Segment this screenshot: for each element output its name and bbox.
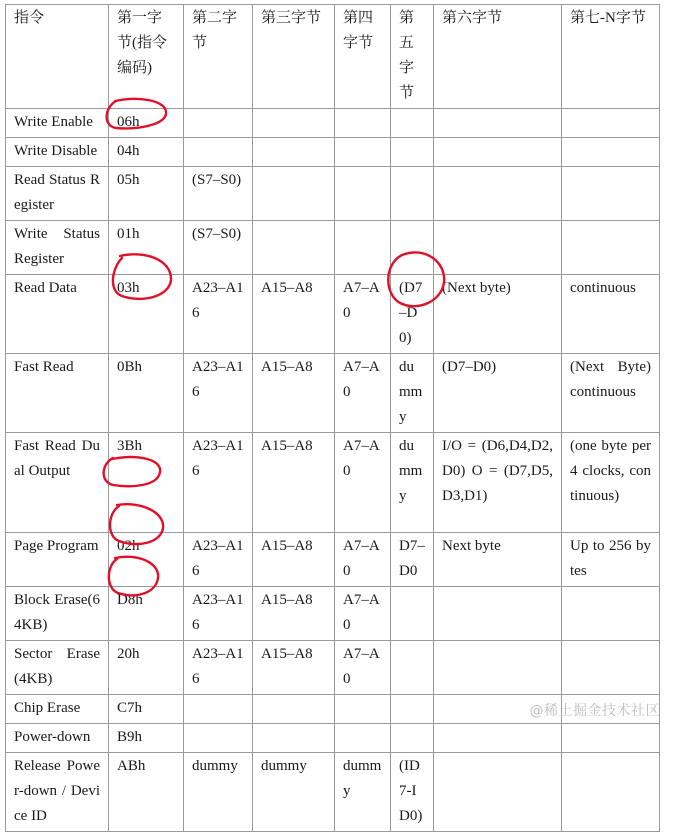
cell-byte6 <box>434 587 562 641</box>
cell-byte2 <box>184 138 253 167</box>
cell-byte2: (S7–S0) <box>184 167 253 221</box>
cell-byte5 <box>391 641 434 695</box>
cell-cmd: Fast Read Dual Output <box>6 433 109 533</box>
cell-byte1: 03h <box>109 275 184 354</box>
cell-byte5: (ID7-ID0) <box>391 753 434 832</box>
table-row <box>6 753 660 832</box>
header-cell-cmd: 指令 <box>6 5 109 109</box>
header-row <box>6 5 660 109</box>
cell-byte6 <box>434 138 562 167</box>
cell-byte5 <box>391 587 434 641</box>
cell-byte1: 20h <box>109 641 184 695</box>
cell-byte1: 02h <box>109 533 184 587</box>
cell-byte6 <box>434 753 562 832</box>
cell-byte2: A23–A16 <box>184 433 253 533</box>
cell-cmd: Page Program <box>6 533 109 587</box>
cell-cmd: Read Data <box>6 275 109 354</box>
cell-cmd: Fast Read <box>6 354 109 433</box>
cell-byte5 <box>391 695 434 724</box>
cell-byte5 <box>391 167 434 221</box>
table-row <box>6 221 660 275</box>
cell-byte4 <box>335 109 391 138</box>
cell-byte5 <box>391 138 434 167</box>
cell-byte7n: Up to 256 bytes <box>562 533 660 587</box>
cell-byte3 <box>253 138 335 167</box>
header-cell-byte1: 第一字节(指令编码) <box>109 5 184 109</box>
cell-byte4 <box>335 167 391 221</box>
cell-byte5 <box>391 221 434 275</box>
cell-byte2: A23–A16 <box>184 354 253 433</box>
table-row <box>6 138 660 167</box>
cell-byte2 <box>184 695 253 724</box>
cell-byte1: C7h <box>109 695 184 724</box>
table-row <box>6 724 660 753</box>
table-row <box>6 354 660 433</box>
table-row <box>6 641 660 695</box>
cell-byte3 <box>253 221 335 275</box>
cell-byte2: A23–A16 <box>184 533 253 587</box>
cell-byte6 <box>434 221 562 275</box>
cell-byte1: 0Bh <box>109 354 184 433</box>
cell-byte5 <box>391 724 434 753</box>
cell-byte4: dummy <box>335 753 391 832</box>
cell-byte5: (D7–D0) <box>391 275 434 354</box>
cell-byte6: (D7–D0) <box>434 354 562 433</box>
cell-cmd: Write Enable <box>6 109 109 138</box>
cell-byte3 <box>253 167 335 221</box>
cell-byte5: D7–D0 <box>391 533 434 587</box>
cell-byte3: A15–A8 <box>253 587 335 641</box>
cell-cmd: Read Status Register <box>6 167 109 221</box>
cell-byte4: A7–A0 <box>335 641 391 695</box>
header-cell-byte4: 第四字节 <box>335 5 391 109</box>
header-cell-byte3: 第三字节 <box>253 5 335 109</box>
cell-cmd: Chip Erase <box>6 695 109 724</box>
cell-cmd: Sector Erase(4KB) <box>6 641 109 695</box>
cell-byte7n <box>562 109 660 138</box>
cell-byte1: 01h <box>109 221 184 275</box>
cell-byte4: A7–A0 <box>335 433 391 533</box>
cell-byte1: ABh <box>109 753 184 832</box>
cell-byte3: A15–A8 <box>253 533 335 587</box>
cell-byte7n <box>562 641 660 695</box>
cell-byte6 <box>434 641 562 695</box>
header-cell-byte2: 第二字节 <box>184 5 253 109</box>
cell-byte2: dummy <box>184 753 253 832</box>
cell-cmd: Power-down <box>6 724 109 753</box>
cell-byte1: 04h <box>109 138 184 167</box>
cell-byte3: A15–A8 <box>253 354 335 433</box>
cell-byte7n <box>562 167 660 221</box>
cell-byte4 <box>335 724 391 753</box>
table-row <box>6 533 660 587</box>
cell-byte1: 05h <box>109 167 184 221</box>
cell-byte7n <box>562 138 660 167</box>
cell-byte1: B9h <box>109 724 184 753</box>
cell-byte2: A23–A16 <box>184 275 253 354</box>
cell-byte3 <box>253 724 335 753</box>
cell-byte7n <box>562 221 660 275</box>
cell-byte7n <box>562 724 660 753</box>
table-row <box>6 433 660 533</box>
cell-byte7n: (Next Byte) continuous <box>562 354 660 433</box>
cell-byte5 <box>391 109 434 138</box>
cell-cmd: Write Disable <box>6 138 109 167</box>
cell-byte6 <box>434 109 562 138</box>
cell-byte4: A7–A0 <box>335 275 391 354</box>
cell-byte4 <box>335 695 391 724</box>
cell-byte4: A7–A0 <box>335 533 391 587</box>
header-cell-byte5: 第五字节 <box>391 5 434 109</box>
cell-byte7n: (one byte per 4 clocks, continuous) <box>562 433 660 533</box>
header-cell-byte7n: 第七-N字节 <box>562 5 660 109</box>
cell-cmd: Write Status Register <box>6 221 109 275</box>
table-row <box>6 167 660 221</box>
cell-byte3 <box>253 695 335 724</box>
cell-byte6 <box>434 167 562 221</box>
cell-byte1: 3Bh <box>109 433 184 533</box>
table-row <box>6 275 660 354</box>
cell-byte2: A23–A16 <box>184 641 253 695</box>
cell-byte7n <box>562 587 660 641</box>
cell-byte6: (Next byte) <box>434 275 562 354</box>
cell-byte2: (S7–S0) <box>184 221 253 275</box>
cell-byte7n <box>562 753 660 832</box>
cell-cmd: Block Erase(64KB) <box>6 587 109 641</box>
table-row <box>6 109 660 138</box>
cell-byte3: dummy <box>253 753 335 832</box>
header-cell-byte6: 第六字节 <box>434 5 562 109</box>
cell-byte4: A7–A0 <box>335 587 391 641</box>
cell-byte6 <box>434 724 562 753</box>
cell-byte3 <box>253 109 335 138</box>
cell-byte7n: continuous <box>562 275 660 354</box>
cell-byte3: A15–A8 <box>253 433 335 533</box>
cell-byte4 <box>335 138 391 167</box>
cell-byte3: A15–A8 <box>253 641 335 695</box>
cell-byte5: dummy <box>391 433 434 533</box>
cell-byte1: 06h <box>109 109 184 138</box>
cell-cmd: Release Power-down / Device ID <box>6 753 109 832</box>
cell-byte2: A23–A16 <box>184 587 253 641</box>
table-row <box>6 587 660 641</box>
cell-byte4 <box>335 221 391 275</box>
cell-byte5: dummy <box>391 354 434 433</box>
cell-byte6: I/O = (D6,D4,D2,D0) O = (D7,D5,D3,D1) <box>434 433 562 533</box>
cell-byte2 <box>184 109 253 138</box>
cell-byte3: A15–A8 <box>253 275 335 354</box>
watermark: @稀土掘金技术社区 <box>529 703 660 719</box>
cell-byte2 <box>184 724 253 753</box>
cell-byte1: D8h <box>109 587 184 641</box>
cell-byte6: Next byte <box>434 533 562 587</box>
cell-byte4: A7–A0 <box>335 354 391 433</box>
